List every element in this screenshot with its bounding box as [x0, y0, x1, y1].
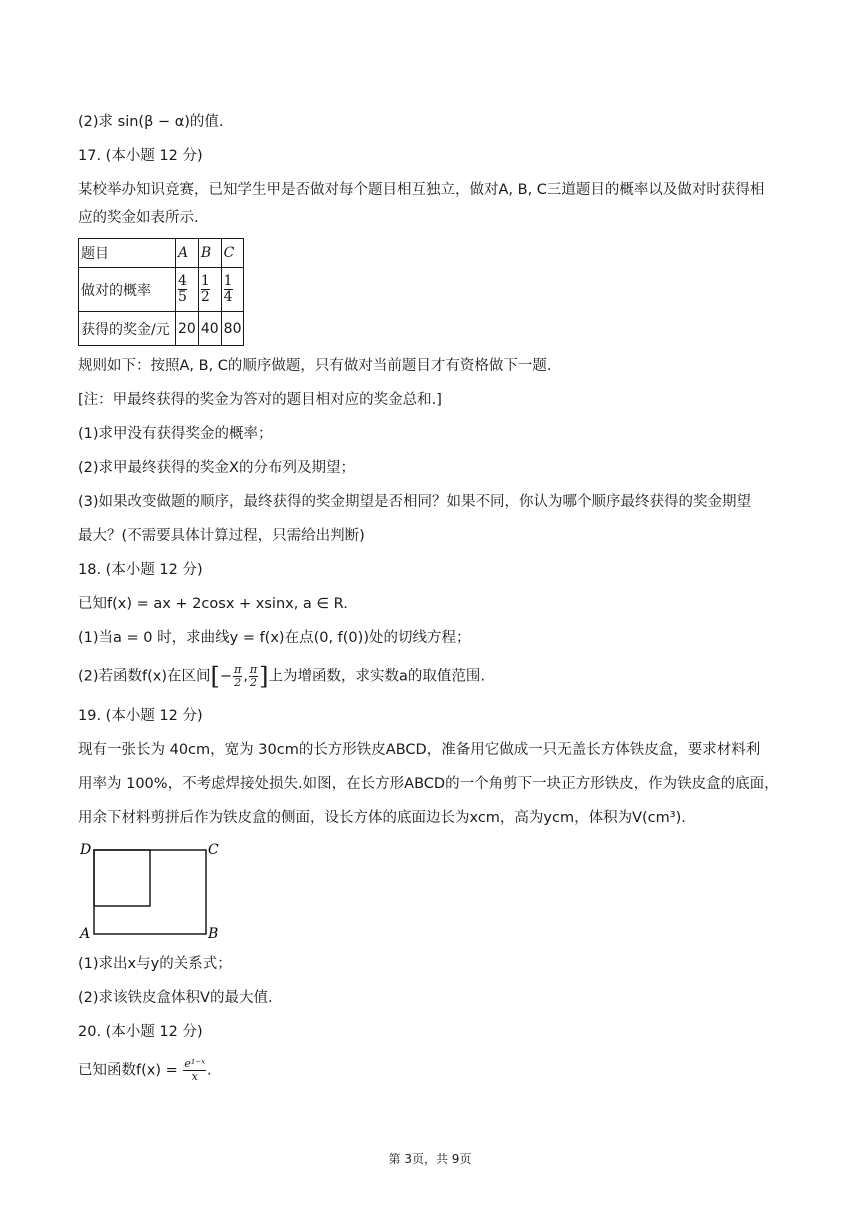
interval-left-num: π — [234, 663, 242, 676]
table-row-label: 做对的概率 — [79, 268, 176, 312]
q17-note: [注：甲最终获得的奖金为答对的题目相对应的奖金总和.] — [78, 392, 442, 408]
label-b: B — [208, 926, 219, 942]
table-cell — [176, 268, 199, 312]
q17-part3-line1: (3)如果改变做题的顺序，最终获得的奖金期望是否相同？如果不同，你认为哪个顺序最终获得的奖金期望 — [78, 494, 752, 510]
q19-heading: 19. (本小题 12 分) — [78, 708, 203, 724]
table-cell: 20 — [176, 312, 199, 346]
rectangle-figure — [78, 838, 228, 942]
table-cell: 40 — [198, 312, 221, 346]
table-row — [79, 312, 244, 346]
q19-line2: 用率为 100%，不考虑焊接处损失.如图，在长方形ABCD的一个角剪下一块正方形铁皮，作为铁皮盒的底面， — [78, 776, 779, 792]
table-header-cell: B — [198, 239, 221, 268]
fraction-denominator: 5 — [178, 289, 187, 305]
q18-part1: (1)当a = 0 时，求曲线y = f(x)在点(0, f(0))处的切线方程； — [78, 630, 471, 646]
q17-part2: (2)求甲最终获得的奖金X的分布列及期望； — [78, 460, 355, 476]
table-row — [79, 239, 244, 268]
interval-right-den: 2 — [250, 676, 258, 689]
fraction-numerator: 1 — [223, 273, 233, 289]
table-cell — [198, 268, 221, 312]
interval-bracket-right: ] — [259, 662, 269, 691]
table-cell: 80 — [221, 312, 244, 346]
fraction-numerator: 4 — [178, 273, 187, 289]
q18-part2: (2)若函数f(x)在区间[− $\frac{\pi}{2}$ , $\frac{\pi}{2}$ ]上为增函数，求实数a的取值范围. — [78, 662, 486, 691]
fraction-denominator: 4 — [223, 289, 233, 305]
q17-heading: 17. (本小题 12 分) — [78, 148, 203, 164]
label-c: C — [208, 842, 219, 858]
label-a: A — [80, 926, 91, 942]
table-row — [79, 268, 244, 312]
table-header-cell: C — [221, 239, 244, 268]
page-footer: 第 3页，共 9页 — [388, 1152, 472, 1166]
q20-intro-suffix: . — [207, 1062, 212, 1079]
q17-intro-line1: 某校举办知识竞赛，已知学生甲是否做对每个题目相互独立，做对A, B, C三道题目的概率以及做对时获得相 — [78, 182, 765, 198]
table-cell — [221, 268, 244, 312]
q19-line1: 现有一张长为 40cm，宽为 30cm的长方形铁皮ABCD，准备用它做成一只无盖长方体铁皮盒，要求材料利 — [78, 742, 761, 758]
q19-line3: 用余下材料剪拼后作为铁皮盒的侧面，设长方体的底面边长为xcm，高为ycm，体积为V(cm³). — [78, 810, 686, 826]
label-d: D — [80, 842, 92, 858]
q17-part1: (1)求甲没有获得奖金的概率； — [78, 426, 273, 442]
fraction-denominator: 2 — [200, 289, 210, 305]
interval-left-sign: − — [219, 668, 233, 685]
q18-part2-suffix: 上为增函数，求实数a的取值范围. — [268, 668, 486, 685]
square-cut — [94, 850, 150, 906]
q20-fraction-num: e¹⁻ˣ — [184, 1057, 206, 1070]
table-header-cell: 题目 — [79, 239, 176, 268]
table-row-label: 获得的奖金/元 — [79, 312, 176, 346]
interval-right-num: π — [249, 663, 258, 676]
q18-intro: 已知f(x) = ax + 2cosx + xsinx, a ∈ R. — [78, 596, 348, 612]
q18-heading: 18. (本小题 12 分) — [78, 562, 203, 578]
q19-part1: (1)求出x与y的关系式； — [78, 956, 232, 972]
table-header-cell: A — [176, 239, 199, 268]
q18-part2-prefix: (2)若函数f(x)在区间 — [78, 668, 211, 685]
q20-heading: 20. (本小题 12 分) — [78, 1024, 203, 1040]
q17-intro-line2: 应的奖金如表所示. — [78, 210, 199, 226]
interval-bracket-left: [ — [210, 662, 220, 691]
q17-rule: 规则如下：按照A, B, C的顺序做题，只有做对当前题目才有资格做下一题. — [78, 358, 552, 374]
q16-part2: (2)求 sin(β − α)的值. — [78, 114, 224, 130]
q20-intro-prefix: 已知函数f(x) = — [78, 1062, 178, 1079]
q19-part2: (2)求该铁皮盒体积V的最大值. — [78, 990, 273, 1006]
interval-left-den: 2 — [234, 676, 242, 689]
q17-part3-line2: 最大？(不需要具体计算过程，只需给出判断) — [78, 528, 365, 544]
probability-table — [78, 238, 244, 346]
q20-intro — [78, 1058, 212, 1083]
q20-fraction-den: x — [191, 1070, 198, 1083]
fraction-numerator: 1 — [200, 273, 210, 289]
